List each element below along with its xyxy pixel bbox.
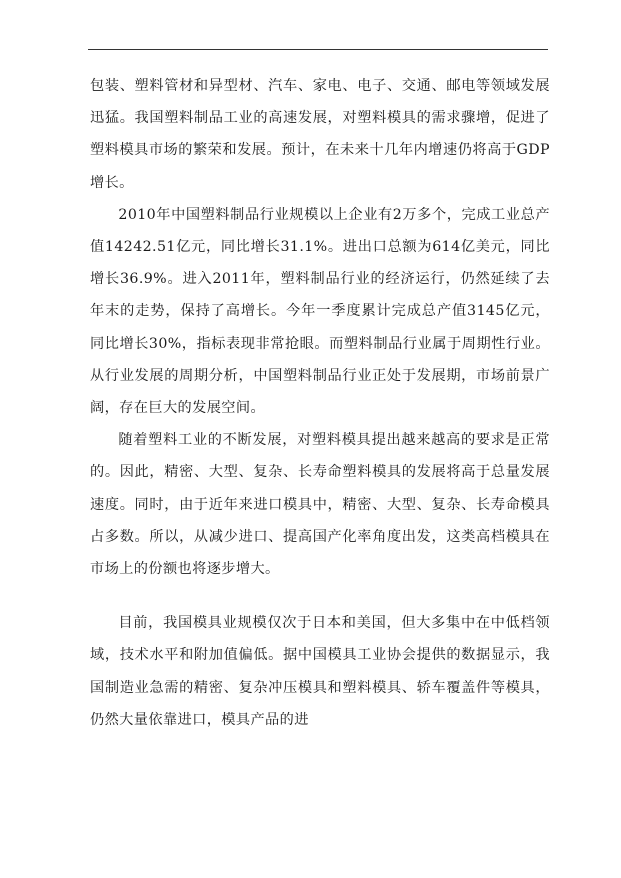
paragraph-4: 目前，我国模具业规模仅次于日本和美国，但大多集中在中低档领域，技术水平和附加值偏低。据中国模具工业协会提供的数据显示，我国制造业急需的精密、复杂冲压模具和塑料模具、轿车覆盖件等模具，仍然大量依靠进口，模具产品的进 [90,615,550,728]
paragraph-3: 随着塑料工业的不断发展，对塑料模具提出越来越高的要求是正常的。因此，精密、大型、复杂、长寿命塑料模具的发展将高于总量发展速度。同时，由于近年来进口模具中，精密、大型、复杂、长寿命模具占多数。所以，从减少进口、提高国产化率角度出发，这类高档模具在市场上的份额也将逐步增大。 [90,432,550,578]
paragraph-1: 包装、塑料管材和异型材、汽车、家电、电子、交通、邮电等领域发展迅猛。我国塑料制品工业的高速发展，对塑料模具的需求骤增，促进了塑料模具市场的繁荣和发展。预计，在未来十几年内增速仍将高于GDP增长。 [90,78,550,191]
paragraph-2: 2010年中国塑料制品行业规模以上企业有2万多个，完成工业总产值14242.51亿元，同比增长31.1%。进出口总额为614亿美元，同比增长36.9%。进入2011年，塑料制品行业的经济运行，仍然延续了去年末的走势，保持了高增长。今年一季度累计完成总产值3145亿元，同比增长30%，指标表现非常抢眼。而塑料制品行业属于周期性行业。从行业发展的周期分析，中国塑料制品行业正处于发展期，市场前景广阔，存在巨大的发展空间。 [90,206,550,417]
paragraph-gap [90,585,550,607]
document-body [90,70,550,736]
header-rule [88,49,548,50]
